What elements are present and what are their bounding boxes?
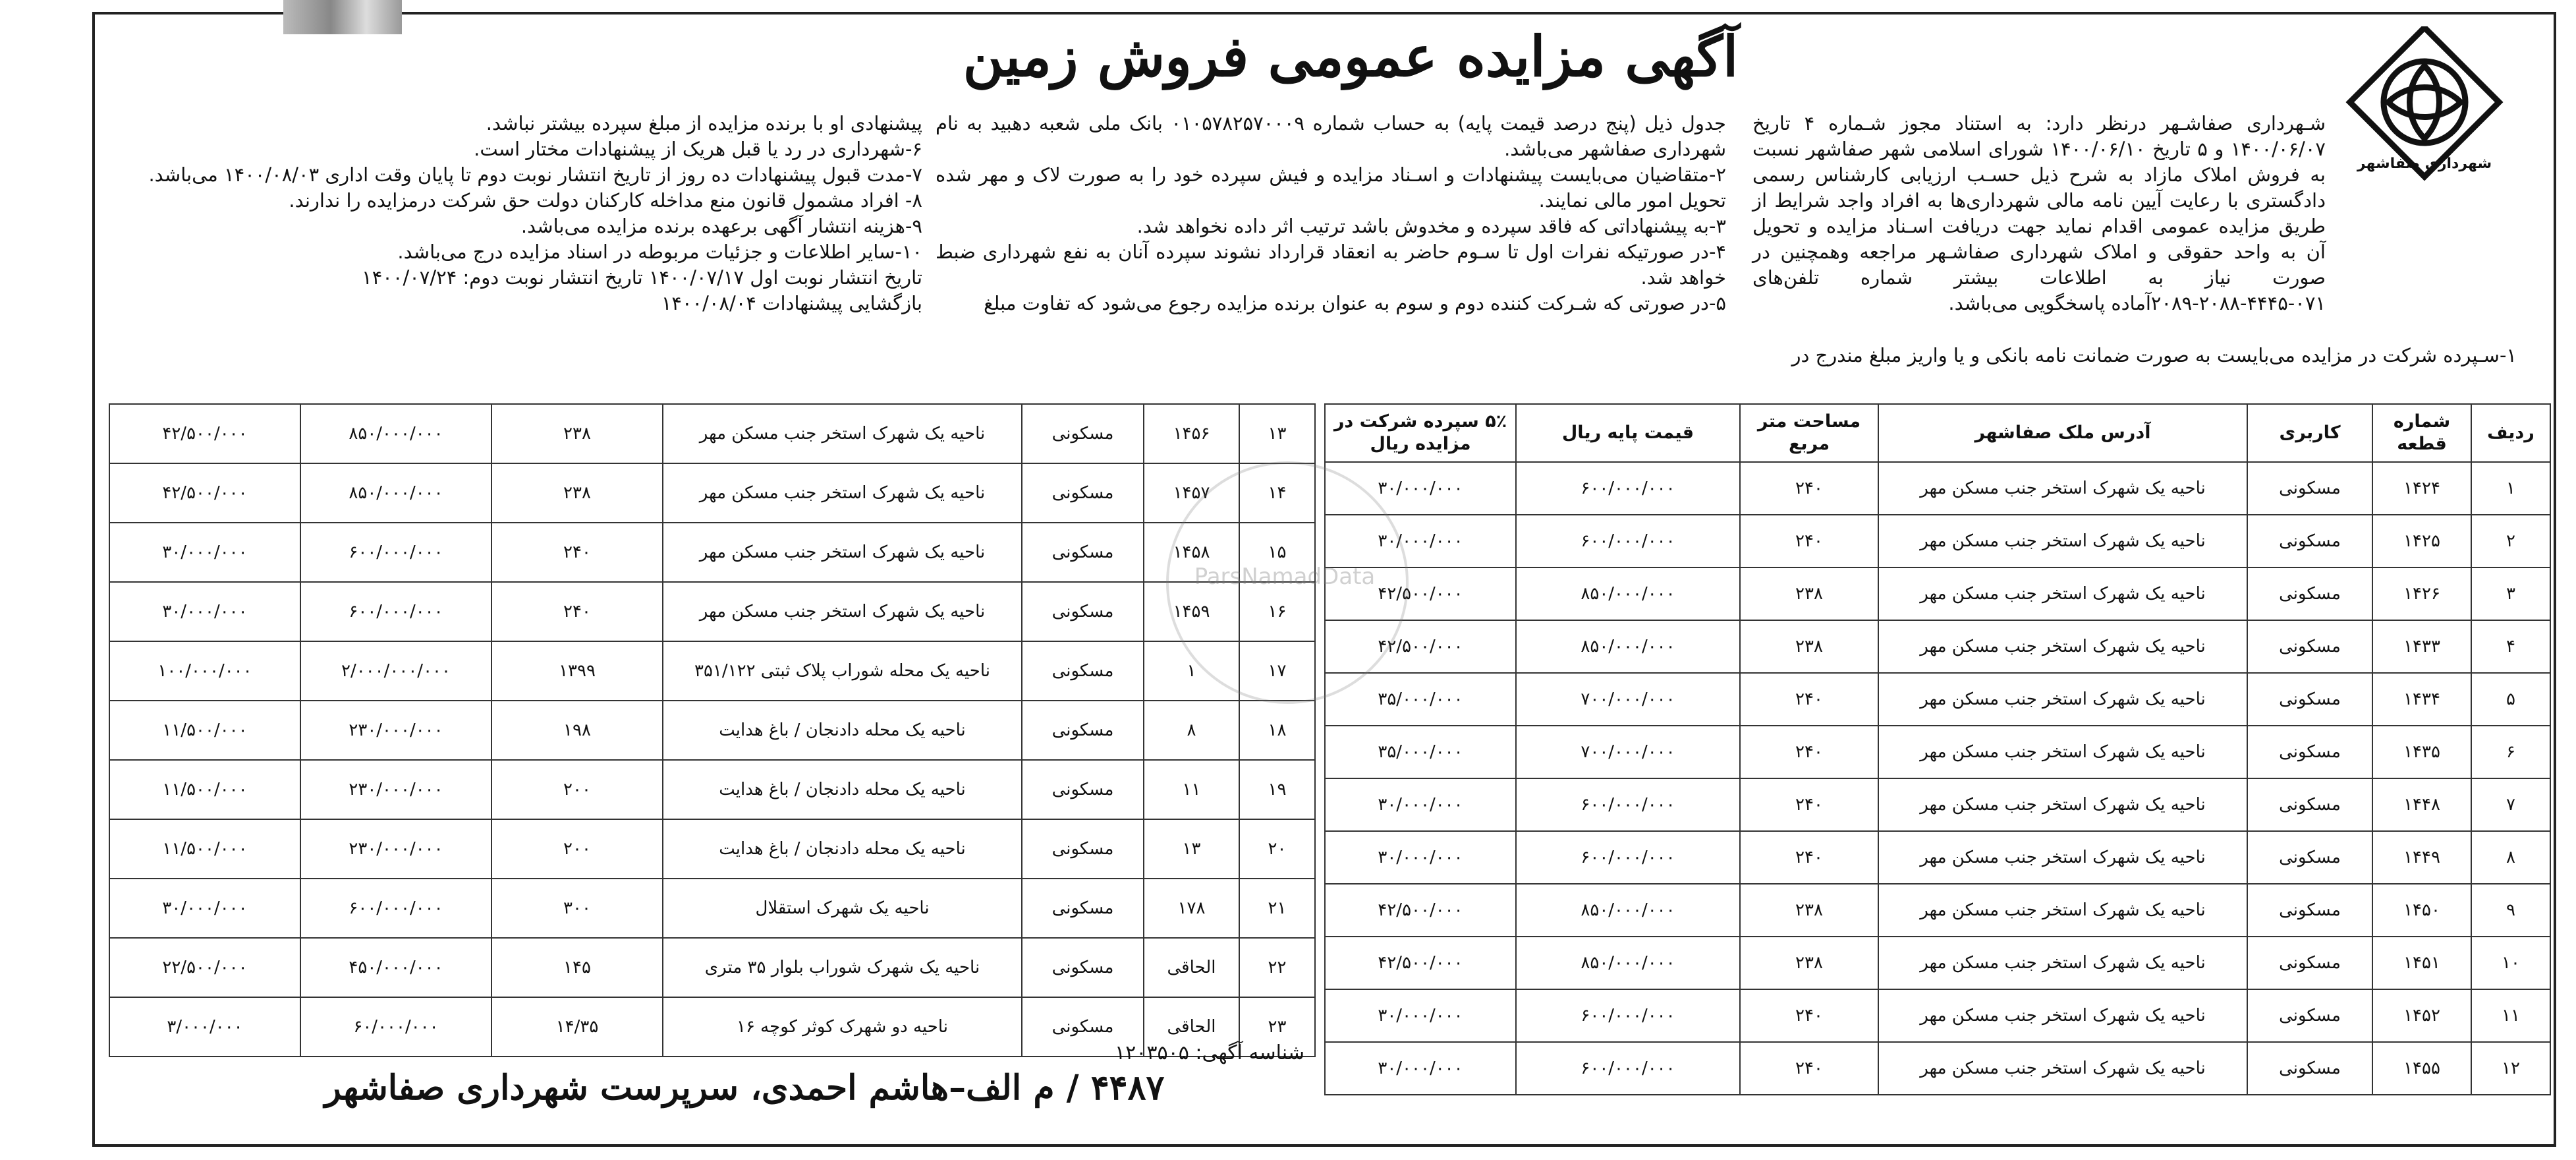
cell-plot: ۱۴۵۲ <box>2372 989 2471 1042</box>
cell-row: ۷ <box>2471 778 2550 831</box>
cell-plot: ۱۴۵۶ <box>1144 404 1239 463</box>
cell-deposit: ۳۰/۰۰۰/۰۰۰ <box>109 523 300 582</box>
cell-deposit: ۳۵/۰۰۰/۰۰۰ <box>1325 673 1516 726</box>
cell-address: ناحیه یک شهرک استخر جنب مسکن مهر <box>1878 515 2247 567</box>
cell-price: ۸۵۰/۰۰۰/۰۰۰ <box>1516 567 1740 620</box>
cell-area: ۲۴۰ <box>1740 778 1878 831</box>
cell-use: مسکونی <box>2247 1042 2372 1095</box>
cell-area: ۱۳۹۹ <box>491 641 663 701</box>
cell-deposit: ۳۵/۰۰۰/۰۰۰ <box>1325 726 1516 778</box>
cell-plot: ۱۴۴۹ <box>2372 831 2471 884</box>
logo-caption: شهرداری صفاشهر <box>2357 156 2492 172</box>
cell-plot: ۱۴۵۸ <box>1144 523 1239 582</box>
cell-deposit: ۱۱/۵۰۰/۰۰۰ <box>109 819 300 879</box>
cell-area: ۲۴۰ <box>491 523 663 582</box>
cell-row: ۸ <box>2471 831 2550 884</box>
item-10: ۱۰-سایر اطلاعات و جزئیات مربوطه در اسناد مزایده درج می‌باشد. <box>397 241 922 263</box>
table-row <box>1325 778 2550 831</box>
cell-price: ۴۵۰/۰۰۰/۰۰۰ <box>300 938 491 997</box>
header-address: آدرس ملک صفاشهر <box>1878 404 2247 462</box>
cell-use: مسکونی <box>2247 937 2372 989</box>
table-header-row <box>1325 404 2550 462</box>
middle-column <box>936 111 1726 316</box>
cell-use: مسکونی <box>2247 989 2372 1042</box>
cell-address: ناحیه یک شهرک استخر جنب مسکن مهر <box>1878 673 2247 726</box>
item-5: ۵-در صورتی که شـرکت کننده دوم و سوم به عنوان برنده مزایده رجوع می‌شود که تفاوت مبلغ <box>984 292 1726 314</box>
table-row <box>109 523 1315 582</box>
cell-area: ۲۳۸ <box>1740 620 1878 673</box>
cell-deposit: ۳۰/۰۰۰/۰۰۰ <box>1325 989 1516 1042</box>
cell-deposit: ۴۲/۵۰۰/۰۰۰ <box>1325 937 1516 989</box>
table-row <box>1325 831 2550 884</box>
cell-price: ۲/۰۰۰/۰۰۰/۰۰۰ <box>300 641 491 701</box>
cell-deposit: ۳/۰۰۰/۰۰۰ <box>109 997 300 1057</box>
cell-deposit: ۳۰/۰۰۰/۰۰۰ <box>1325 831 1516 884</box>
cell-price: ۲۳۰/۰۰۰/۰۰۰ <box>300 819 491 879</box>
item-1-continued: جدول ذیل (پنج درصد قیمت پایه) به حساب شماره ۰۱۰۵۷۸۲۵۷۰۰۰۹ بانک ملی شعبه دهبید به نام شهرداری صفاشهر می‌باشد. <box>936 112 1726 160</box>
table-row <box>109 582 1315 641</box>
cell-price: ۶۰۰/۰۰۰/۰۰۰ <box>1516 989 1740 1042</box>
cell-plot: ۱۴۳۳ <box>2372 620 2471 673</box>
cell-deposit: ۳۰/۰۰۰/۰۰۰ <box>1325 515 1516 567</box>
cell-use: مسکونی <box>1022 879 1144 938</box>
item-3: ۳-به پیشنهاداتی که فاقد سپرده و مخدوش باشد ترتیب اثر داده نخواهد شد. <box>1136 215 1726 237</box>
cell-use: مسکونی <box>1022 997 1144 1057</box>
cell-deposit: ۱۰۰/۰۰۰/۰۰۰ <box>109 641 300 701</box>
cell-use: مسکونی <box>1022 938 1144 997</box>
cell-row: ۲۲ <box>1239 938 1315 997</box>
cell-use: مسکونی <box>2247 673 2372 726</box>
cell-area: ۲۴۰ <box>1740 989 1878 1042</box>
item-8: ۸- افراد مشمول قانون منع مداخله کارکنان دولت حق شرکت درمزایده را ندارند. <box>289 189 922 212</box>
item-7: ۷-مدت قبول پیشنهادات ده روز از تاریخ انتشار نوبت دوم تا پایان وقت اداری ۱۴۰۰/۰۸/۰۳ می‌باشد. <box>148 163 922 186</box>
cell-use: مسکونی <box>1022 582 1144 641</box>
cell-plot: ۱۴۲۵ <box>2372 515 2471 567</box>
table-row <box>1325 937 2550 989</box>
cell-address: ناحیه یک شهرک استخر جنب مسکن مهر <box>1878 726 2247 778</box>
cell-area: ۲۳۸ <box>491 463 663 523</box>
cell-area: ۲۰۰ <box>491 760 663 819</box>
cell-price: ۸۵۰/۰۰۰/۰۰۰ <box>1516 937 1740 989</box>
table-row <box>109 641 1315 701</box>
ad-identifier: شناسه آگهی: ۱۲۰۳۵۰۵ <box>1115 1041 1304 1064</box>
cell-price: ۸۵۰/۰۰۰/۰۰۰ <box>1516 620 1740 673</box>
watermark-text: ParsNamadData <box>1194 564 1376 590</box>
cell-plot: ۱ <box>1144 641 1239 701</box>
cell-row: ۱۴ <box>1239 463 1315 523</box>
cell-plot: ۱۴۵۷ <box>1144 463 1239 523</box>
table-row <box>109 404 1315 463</box>
cell-area: ۱۴۵ <box>491 938 663 997</box>
cell-address: ناحیه دو شهرک کوثر کوچه ۱۶ <box>663 997 1022 1057</box>
cell-row: ۲ <box>2471 515 2550 567</box>
cell-price: ۷۰۰/۰۰۰/۰۰۰ <box>1516 673 1740 726</box>
cell-use: مسکونی <box>1022 404 1144 463</box>
cell-address: ناحیه یک شهرک استخر جنب مسکن مهر <box>663 404 1022 463</box>
properties-table-left <box>109 403 1316 1057</box>
table-row <box>109 938 1315 997</box>
cell-price: ۲۳۰/۰۰۰/۰۰۰ <box>300 760 491 819</box>
item-1: ۱-سـپرده شرکت در مزایده می‌بایست به صورت ضمانت نامه بانکی و یا واریز مبلغ مندرج در <box>1791 344 2517 366</box>
item-1-wrapper <box>1752 343 2517 368</box>
cell-area: ۲۴۰ <box>1740 831 1878 884</box>
cell-area: ۲۴۰ <box>1740 462 1878 515</box>
cell-deposit: ۳۰/۰۰۰/۰۰۰ <box>109 879 300 938</box>
cell-use: مسکونی <box>2247 462 2372 515</box>
cell-plot: ۱۴۲۶ <box>2372 567 2471 620</box>
cell-deposit: ۱۱/۵۰۰/۰۰۰ <box>109 760 300 819</box>
header-row-number: ردیف <box>2471 404 2550 462</box>
cell-price: ۷۰۰/۰۰۰/۰۰۰ <box>1516 726 1740 778</box>
cell-row: ۱۰ <box>2471 937 2550 989</box>
cell-address: ناحیه یک شهرک شوراب بلوار ۳۵ متری <box>663 938 1022 997</box>
cell-use: مسکونی <box>2247 884 2372 937</box>
table-body-left <box>109 404 1315 1057</box>
cell-deposit: ۴۲/۵۰۰/۰۰۰ <box>109 463 300 523</box>
cell-area: ۲۰۰ <box>491 819 663 879</box>
cell-use: مسکونی <box>2247 726 2372 778</box>
cell-deposit: ۴۲/۵۰۰/۰۰۰ <box>1325 884 1516 937</box>
cell-row: ۱۳ <box>1239 404 1315 463</box>
cell-row: ۱۸ <box>1239 701 1315 760</box>
cell-row: ۶ <box>2471 726 2550 778</box>
table-row <box>1325 620 2550 673</box>
table-row <box>1325 1042 2550 1095</box>
cell-use: مسکونی <box>1022 760 1144 819</box>
cell-use: مسکونی <box>1022 641 1144 701</box>
cell-address: ناحیه یک شهرک استخر جنب مسکن مهر <box>1878 620 2247 673</box>
item-9: ۹-هزینه انتشار آگهی برعهده برنده مزایده می‌باشد. <box>520 215 922 237</box>
cell-row: ۱۲ <box>2471 1042 2550 1095</box>
cell-area: ۱۴/۳۵ <box>491 997 663 1057</box>
header-base-price: قیمت پایه ریال <box>1516 404 1740 462</box>
cell-address: ناحیه یک شهرک استخر جنب مسکن مهر <box>1878 1042 2247 1095</box>
properties-table-right <box>1324 403 2551 1095</box>
cell-address: ناحیه یک شهرک استخر جنب مسکن مهر <box>663 523 1022 582</box>
cell-address: ناحیه یک شهرک استخر جنب مسکن مهر <box>663 582 1022 641</box>
table-row <box>109 760 1315 819</box>
cell-plot: ۱۴۵۱ <box>2372 937 2471 989</box>
intro-paragraph: شـهرداری صفاشـهر درنظر دارد: به استناد مجوز شـماره ۴ تاریخ ۱۴۰۰/۰۶/۰۷ و ۵ تاریخ ۱۴۰۰/۰۶/۱۰ شورای اسلامی شهر صفاشهر نسبت به فروش املاک مازاد به شرح ذیل حسـب ارزیابی کارشناس رسمی دادگستری با رعایت آیین نامه مالی شهرداری‌ها به افراد واجد شرایط از طریق مزایده عمومی اقدام نماید جهت دریافت اسـناد مزایده و تحویل آن به واحد حقوقی و املاک شهرداری صفاشـهر مراجعه وهمچنین در صورت نیاز به اطلاعات بیشتر شماره تلفن‌های ۰۷۱-۴۴۴۵-۲۰۸۸-۲۰۸۹آماده پاسخگویی می‌باشد. <box>1752 112 2326 314</box>
item-5-continued: پیشنهادی او با برنده مزایده از مبلغ سپرده بیشتر نباشد. <box>486 112 922 134</box>
table-row <box>109 463 1315 523</box>
cell-row: ۲۱ <box>1239 879 1315 938</box>
cell-deposit: ۴۲/۵۰۰/۰۰۰ <box>1325 567 1516 620</box>
cell-deposit: ۳۰/۰۰۰/۰۰۰ <box>1325 1042 1516 1095</box>
cell-row: ۱۷ <box>1239 641 1315 701</box>
header-plot-number: شماره قطعه <box>2372 404 2471 462</box>
cell-row: ۲۰ <box>1239 819 1315 879</box>
cell-deposit: ۱۱/۵۰۰/۰۰۰ <box>109 701 300 760</box>
cell-row: ۹ <box>2471 884 2550 937</box>
intro-text-top <box>1752 111 2326 314</box>
table-row <box>1325 884 2550 937</box>
cell-price: ۶۰/۰۰۰/۰۰۰ <box>300 997 491 1057</box>
cell-use: مسکونی <box>1022 463 1144 523</box>
item-6: ۶-شهرداری در رد یا قبل هریک از پیشنهادات مختار است. <box>474 138 922 160</box>
cell-use: مسکونی <box>2247 620 2372 673</box>
cell-address: ناحیه یک محله دادنجان / باغ هدایت <box>663 819 1022 879</box>
publication-dates: تاریخ انتشار نوبت اول ۱۴۰۰/۰۷/۱۷ تاریخ انتشار نوبت دوم: ۱۴۰۰/۰۷/۲۴ <box>362 266 922 289</box>
cell-use: مسکونی <box>1022 819 1144 879</box>
table-row <box>1325 515 2550 567</box>
cell-row: ۱۹ <box>1239 760 1315 819</box>
opening-date: بازگشایی پیشنهادات ۱۴۰۰/۰۸/۰۴ <box>661 292 922 314</box>
cell-area: ۲۳۸ <box>1740 884 1878 937</box>
cell-deposit: ۴۲/۵۰۰/۰۰۰ <box>1325 620 1516 673</box>
cell-price: ۸۵۰/۰۰۰/۰۰۰ <box>300 404 491 463</box>
cell-price: ۶۰۰/۰۰۰/۰۰۰ <box>1516 831 1740 884</box>
cell-price: ۶۰۰/۰۰۰/۰۰۰ <box>1516 515 1740 567</box>
cell-row: ۲۳ <box>1239 997 1315 1057</box>
cell-plot: ۱۴۵۵ <box>2372 1042 2471 1095</box>
cell-address: ناحیه یک شهرک استخر جنب مسکن مهر <box>1878 462 2247 515</box>
cell-price: ۶۰۰/۰۰۰/۰۰۰ <box>300 582 491 641</box>
cell-price: ۸۵۰/۰۰۰/۰۰۰ <box>300 463 491 523</box>
table-row <box>1325 567 2550 620</box>
cell-price: ۸۵۰/۰۰۰/۰۰۰ <box>1516 884 1740 937</box>
cell-address: ناحیه یک محله شوراب پلاک ثبتی ۳۵۱/۱۲۲ <box>663 641 1022 701</box>
page-title: آگهی مزایده عمومی فروش زمین <box>963 24 1739 89</box>
municipality-logo-icon <box>2326 26 2523 218</box>
cell-price: ۶۰۰/۰۰۰/۰۰۰ <box>300 879 491 938</box>
header-area: مساحت متر مربع <box>1740 404 1878 462</box>
cell-address: ناحیه یک شهرک استخر جنب مسکن مهر <box>1878 831 2247 884</box>
table-row <box>109 879 1315 938</box>
cell-area: ۳۰۰ <box>491 879 663 938</box>
table-row <box>1325 462 2550 515</box>
cell-use: مسکونی <box>2247 567 2372 620</box>
cell-row: ۱۶ <box>1239 582 1315 641</box>
cell-use: مسکونی <box>2247 831 2372 884</box>
cell-plot: ۱۴۵۰ <box>2372 884 2471 937</box>
cell-plot: ۱۴۵۹ <box>1144 582 1239 641</box>
cell-area: ۱۹۸ <box>491 701 663 760</box>
cell-deposit: ۲۲/۵۰۰/۰۰۰ <box>109 938 300 997</box>
header-land-use: کاربری <box>2247 404 2372 462</box>
cell-area: ۲۳۸ <box>1740 937 1878 989</box>
cell-address: ناحیه یک شهرک استخر جنب مسکن مهر <box>1878 884 2247 937</box>
cell-address: ناحیه یک شهرک استخر جنب مسکن مهر <box>1878 567 2247 620</box>
cell-area: ۲۴۰ <box>491 582 663 641</box>
cell-plot: ۱۴۳۵ <box>2372 726 2471 778</box>
cell-row: ۳ <box>2471 567 2550 620</box>
cell-price: ۲۳۰/۰۰۰/۰۰۰ <box>300 701 491 760</box>
cell-row: ۱۱ <box>2471 989 2550 1042</box>
cell-address: ناحیه یک شهرک استخر جنب مسکن مهر <box>1878 778 2247 831</box>
cell-plot: ۱۷۸ <box>1144 879 1239 938</box>
left-column <box>105 111 922 316</box>
cell-address: ناحیه یک شهرک استخر جنب مسکن مهر <box>663 463 1022 523</box>
cell-price: ۶۰۰/۰۰۰/۰۰۰ <box>1516 462 1740 515</box>
cell-address: ناحیه یک شهرک استخر جنب مسکن مهر <box>1878 989 2247 1042</box>
cell-plot: ۱۴۴۸ <box>2372 778 2471 831</box>
cell-plot: ۱۴۲۴ <box>2372 462 2471 515</box>
item-2: ۲-متقاضیان می‌بایست پیشنهادات و اسـناد مزایده و فیش سپرده خود را به صورت لاک و مهر شده تحویل امور مالی نمایند. <box>936 163 1726 212</box>
cell-row: ۱۵ <box>1239 523 1315 582</box>
table-body-right <box>1325 462 2550 1095</box>
cell-address: ناحیه یک شهرک استخر جنب مسکن مهر <box>1878 937 2247 989</box>
cell-area: ۲۳۸ <box>1740 567 1878 620</box>
cell-area: ۲۴۰ <box>1740 1042 1878 1095</box>
cell-row: ۴ <box>2471 620 2550 673</box>
cell-use: مسکونی <box>2247 778 2372 831</box>
cell-area: ۲۴۰ <box>1740 673 1878 726</box>
cell-area: ۲۳۸ <box>491 404 663 463</box>
cell-use: مسکونی <box>1022 523 1144 582</box>
cell-address: ناحیه یک محله دادنجان / باغ هدایت <box>663 760 1022 819</box>
cell-row: ۵ <box>2471 673 2550 726</box>
table-row <box>109 701 1315 760</box>
cell-price: ۶۰۰/۰۰۰/۰۰۰ <box>300 523 491 582</box>
cell-deposit: ۴۲/۵۰۰/۰۰۰ <box>109 404 300 463</box>
cell-plot: ۱۱ <box>1144 760 1239 819</box>
cell-deposit: ۳۰/۰۰۰/۰۰۰ <box>1325 778 1516 831</box>
cell-price: ۶۰۰/۰۰۰/۰۰۰ <box>1516 1042 1740 1095</box>
cell-address: ناحیه یک شهرک استقلال <box>663 879 1022 938</box>
cell-address: ناحیه یک محله دادنجان / باغ هدایت <box>663 701 1022 760</box>
cell-deposit: ۳۰/۰۰۰/۰۰۰ <box>1325 462 1516 515</box>
signature-line: ۴۴۸۷ / م الف–هاشم احمدی، سرپرست شهرداری صفاشهر <box>324 1068 1165 1108</box>
cell-area: ۲۴۰ <box>1740 726 1878 778</box>
cell-plot: الحاقی <box>1144 997 1239 1057</box>
photo-fragment <box>283 0 402 34</box>
table-row <box>1325 673 2550 726</box>
cell-area: ۲۴۰ <box>1740 515 1878 567</box>
table-row <box>1325 989 2550 1042</box>
item-4: ۴-در صورتیکه نفرات اول تا سـوم حاضر به انعقاد قرارداد نشوند سپرده آنان به نفع شهرداری ضبط خواهد شد. <box>936 241 1726 289</box>
cell-use: مسکونی <box>1022 701 1144 760</box>
cell-deposit: ۳۰/۰۰۰/۰۰۰ <box>109 582 300 641</box>
cell-plot: ۱۴۳۴ <box>2372 673 2471 726</box>
cell-use: مسکونی <box>2247 515 2372 567</box>
table-row <box>109 819 1315 879</box>
table-row <box>1325 726 2550 778</box>
cell-price: ۶۰۰/۰۰۰/۰۰۰ <box>1516 778 1740 831</box>
cell-plot: الحاقی <box>1144 938 1239 997</box>
header-deposit: ۵٪ سپرده شرکت در مزایده ریال <box>1325 404 1516 462</box>
cell-row: ۱ <box>2471 462 2550 515</box>
cell-plot: ۸ <box>1144 701 1239 760</box>
cell-plot: ۱۳ <box>1144 819 1239 879</box>
